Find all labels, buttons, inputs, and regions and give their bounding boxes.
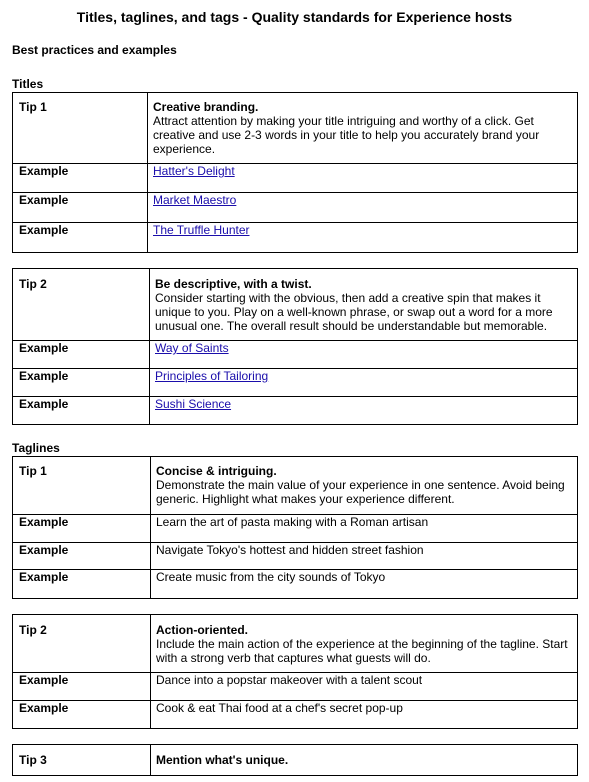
example-label: Example bbox=[13, 164, 148, 193]
tip-description bbox=[151, 615, 578, 673]
example-label: Example bbox=[13, 193, 148, 223]
section-label-taglines: Taglines bbox=[12, 441, 60, 455]
example-link-principles-of-tailoring[interactable]: Principles of Tailoring bbox=[155, 369, 269, 383]
taglines-tip3-table bbox=[12, 744, 578, 776]
tip-row bbox=[13, 269, 578, 341]
example-text: Dance into a popstar makeover with a talent scout bbox=[151, 673, 578, 701]
example-row bbox=[13, 397, 578, 425]
example-label: Example bbox=[13, 369, 150, 397]
tip-body: Include the main action of the experience at the beginning of the tagline. Start with a strong verb that captures what guests will do. bbox=[156, 637, 568, 665]
example-row bbox=[13, 164, 578, 193]
tip-heading: Concise & intriguing. bbox=[156, 464, 277, 478]
example-label: Example bbox=[13, 223, 148, 253]
tip-heading: Action-oriented. bbox=[156, 623, 248, 637]
example-row bbox=[13, 193, 578, 223]
example-text: Create music from the city sounds of Tokyo bbox=[151, 570, 578, 599]
tip-label: Tip 2 bbox=[13, 615, 151, 673]
titles-tip2-table bbox=[12, 268, 578, 425]
example-row bbox=[13, 369, 578, 397]
document-subtitle: Best practices and examples bbox=[12, 43, 177, 57]
example-text: Learn the art of pasta making with a Roman artisan bbox=[151, 515, 578, 543]
tip-body: Consider starting with the obvious, then add a creative spin that makes it unique to you. Play on a well-known phrase, or swap out a word for a more unusual one. The overall result should be understandable but memorable. bbox=[155, 291, 553, 333]
tip-row bbox=[13, 615, 578, 673]
example-row bbox=[13, 570, 578, 599]
example-text: Cook & eat Thai food at a chef's secret pop-up bbox=[151, 701, 578, 729]
example-label: Example bbox=[13, 341, 150, 369]
example-label: Example bbox=[13, 570, 151, 599]
example-label: Example bbox=[13, 515, 151, 543]
tip-row bbox=[13, 93, 578, 164]
example-link-truffle-hunter[interactable]: The Truffle Hunter bbox=[153, 223, 250, 237]
document-title: Titles, taglines, and tags - Quality standards for Experience hosts bbox=[76, 9, 513, 25]
tip-label: Tip 3 bbox=[13, 745, 151, 776]
tip-heading: Mention what's unique. bbox=[156, 753, 289, 767]
example-label: Example bbox=[13, 701, 151, 729]
example-row bbox=[13, 673, 578, 701]
example-row bbox=[13, 223, 578, 253]
tip-description bbox=[150, 269, 578, 341]
tip-description bbox=[151, 745, 578, 776]
example-link-sushi-science[interactable]: Sushi Science bbox=[155, 397, 232, 411]
tip-row bbox=[13, 745, 578, 776]
example-link-market-maestro[interactable]: Market Maestro bbox=[153, 193, 237, 207]
example-row bbox=[13, 543, 578, 570]
tip-heading: Creative branding. bbox=[153, 100, 259, 114]
tip-body: Demonstrate the main value of your experience in one sentence. Avoid being generic. Highlight what makes your experience different. bbox=[156, 478, 565, 506]
tip-label: Tip 2 bbox=[13, 269, 150, 341]
tip-row bbox=[13, 457, 578, 515]
taglines-tip2-table bbox=[12, 614, 578, 729]
example-label: Example bbox=[13, 673, 151, 701]
example-link-way-of-saints[interactable]: Way of Saints bbox=[155, 341, 229, 355]
example-label: Example bbox=[13, 397, 150, 425]
tip-description bbox=[148, 93, 578, 164]
taglines-tip1-table bbox=[12, 456, 578, 599]
tip-label: Tip 1 bbox=[13, 457, 151, 515]
tip-description bbox=[151, 457, 578, 515]
example-row bbox=[13, 515, 578, 543]
example-row bbox=[13, 341, 578, 369]
example-label: Example bbox=[13, 543, 151, 570]
example-text: Navigate Tokyo's hottest and hidden street fashion bbox=[151, 543, 578, 570]
tip-body: Attract attention by making your title intriguing and worthy of a click. Get creative and use 2-3 words in your title to help you accurately brand your experience. bbox=[153, 114, 540, 156]
example-row bbox=[13, 701, 578, 729]
tip-heading: Be descriptive, with a twist. bbox=[155, 277, 312, 291]
section-label-titles: Titles bbox=[12, 77, 44, 91]
example-link-hatters-delight[interactable]: Hatter's Delight bbox=[153, 164, 235, 178]
titles-tip1-table bbox=[12, 92, 578, 253]
tip-label: Tip 1 bbox=[13, 93, 148, 164]
